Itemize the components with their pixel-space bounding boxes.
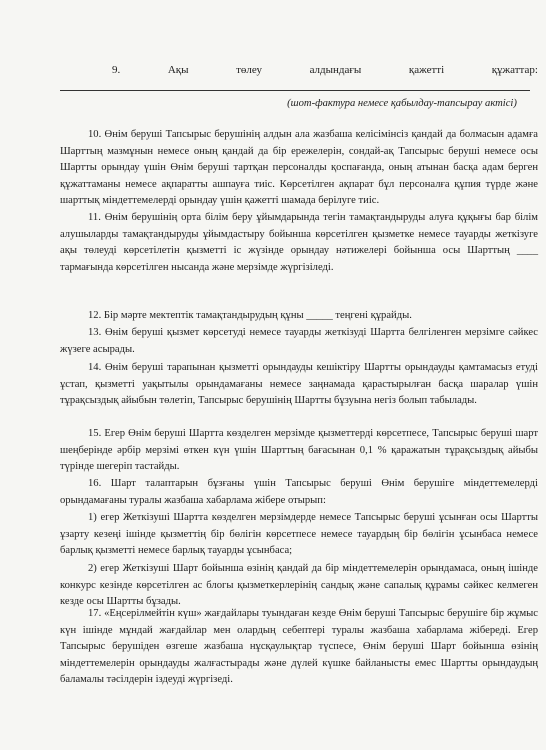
paragraph-12-text: 12. Бір мәрте мектептік тамақтандырудың құны [88,310,304,321]
item-9-word: алдындағы [309,64,362,76]
paragraph-16-item-2: 2) егер Жеткізуші Шарт бойынша өзінің қандай да бір міндеттемелерін орындамаса, оның ішінде конкурс кезінде көрсетілген ас блогы қызметкерлерінің сандық және сапалық құрамы сәйкес келмеген кезде осы Шартты бұзады. [60,563,538,608]
paragraph-10: 10. Өнім беруші Тапсырыс берушінің алдын ала жазбаша келісімінсіз қандай да болмасын адамға Шарттың мазмұнын немесе оның қандай да бір ережелерін, сондай-ақ Тапсырыс беруші немесе осы Шартты орындау үшін Өнім беруші тартқан персоналды қоспағанда, оның атынан басқа адам берген құжаттаманы немесе ақпаратты ашпауға тиіс. Көрсетілген ақпарат бұл персоналға құпия түрде және шарттық міндеттемелерді орындау үшін қажетті шамада берілуге тиіс. [60,129,538,207]
item-9-word: құжаттар: [491,64,538,76]
item-9-number: 9. [112,64,121,76]
item-9-note: (шот-фактура немесе қабылдау-тапсырау актісі) [287,98,517,109]
paragraph-14: 14. Өнім беруші тарапынан қызметті орындауды кешіктіру Шартты орындауды қамтамасыз етуді ұстап, қызметті уақытылы орындамағаны немесе заңнамада қарастырылған басқа шаралар үшін тұрақсыздық айыбын төлетіп, Тапсырыс берушінің Шартты бұзуына негіз болып табылады. [60,362,538,407]
paragraph-11-blank: ____ [516,245,538,257]
fill-in-line [60,90,530,91]
paragraph-15: 15. Егер Өнім беруші Шартта көзделген мерзімде қызметтерді көрсетпесе, Тапсырыс беруші шарт шеңберінде әрбір мерзімі өткен күн үшін Шарттың бағасынан 0,1 % қаражатын тұрақсыздық айыбы түрінде шегеріп тастайды. [60,428,538,473]
paragraph-16-item-1: 1) егер Жеткізуші Шартта көзделген мерзімдерде немесе Тапсырыс беруші ұсынған осы Шартты ұзарту кезеңі ішінде қызметтің бір бөлігін көрсетпесе немесе тауардың бір бөлігін ұсынбаса немесе барлық қызметті немесе барлық тауарды ұсынбаса; [60,512,538,557]
paragraph-12 [60,308,538,325]
paragraph-11 [60,210,538,276]
paragraph-11-text-end: тармағында көрсетілген нысанда және мерзімде жүргізіледі. [60,261,334,273]
paragraph-13: 13. Өнім беруші қызмет көрсетуді немесе тауарды жеткізуді Шартта белгіленген мерзімге сәйкес жүзеге асырады. [60,327,538,355]
item-9-word: Ақы [167,64,189,76]
item-9-word: қажетті [408,64,445,76]
paragraph-16: 16. Шарт талаптарын бұзғаны үшін Тапсырыс беруші Өнім берушіге міндеттемелерді орындамағаны туралы жазбаша хабарлама жібере отырып: [60,478,538,506]
paragraph-12-blank: _____ [306,310,333,321]
item-9-heading [60,62,538,78]
item-9-word: төлеу [236,64,262,76]
paragraph-11-text: 11. Өнім берушінің орта білім беру ұйымдарында тегін тамақтандыруды алуға құқығы бар білім алушыларды тамақтандыруды ұйымдастыру бойынша көрсетілген қызметке немесе тауарды жеткізуге ақы төлеуді көрсетілетін қызметті іс жүзінде орындау нәтижелері бойынша осы Шарттың [60,212,538,257]
paragraph-17: 17. «Еңсерілмейтін күш» жағдайлары туындаған кезде Өнім беруші Тапсырыс берушіге бір жұмыс күн ішінде мұндай жағдайлар мен олардың себептері туралы жазбаша хабарлама жібереді. Егер Тапсырыс берушіден өзгеше жазбаша нұсқаулықтар түспесе, Өнім беруші Шарт бойынша өзінің міндеттемелерін орындауды жалғастырады және дүлей күшке байланысты емес Шартты орындаудың баламалы тәсілдерін іздеуді жүргізеді. [60,608,538,686]
paragraph-12-text-end: теңгені құрайды. [335,310,412,321]
